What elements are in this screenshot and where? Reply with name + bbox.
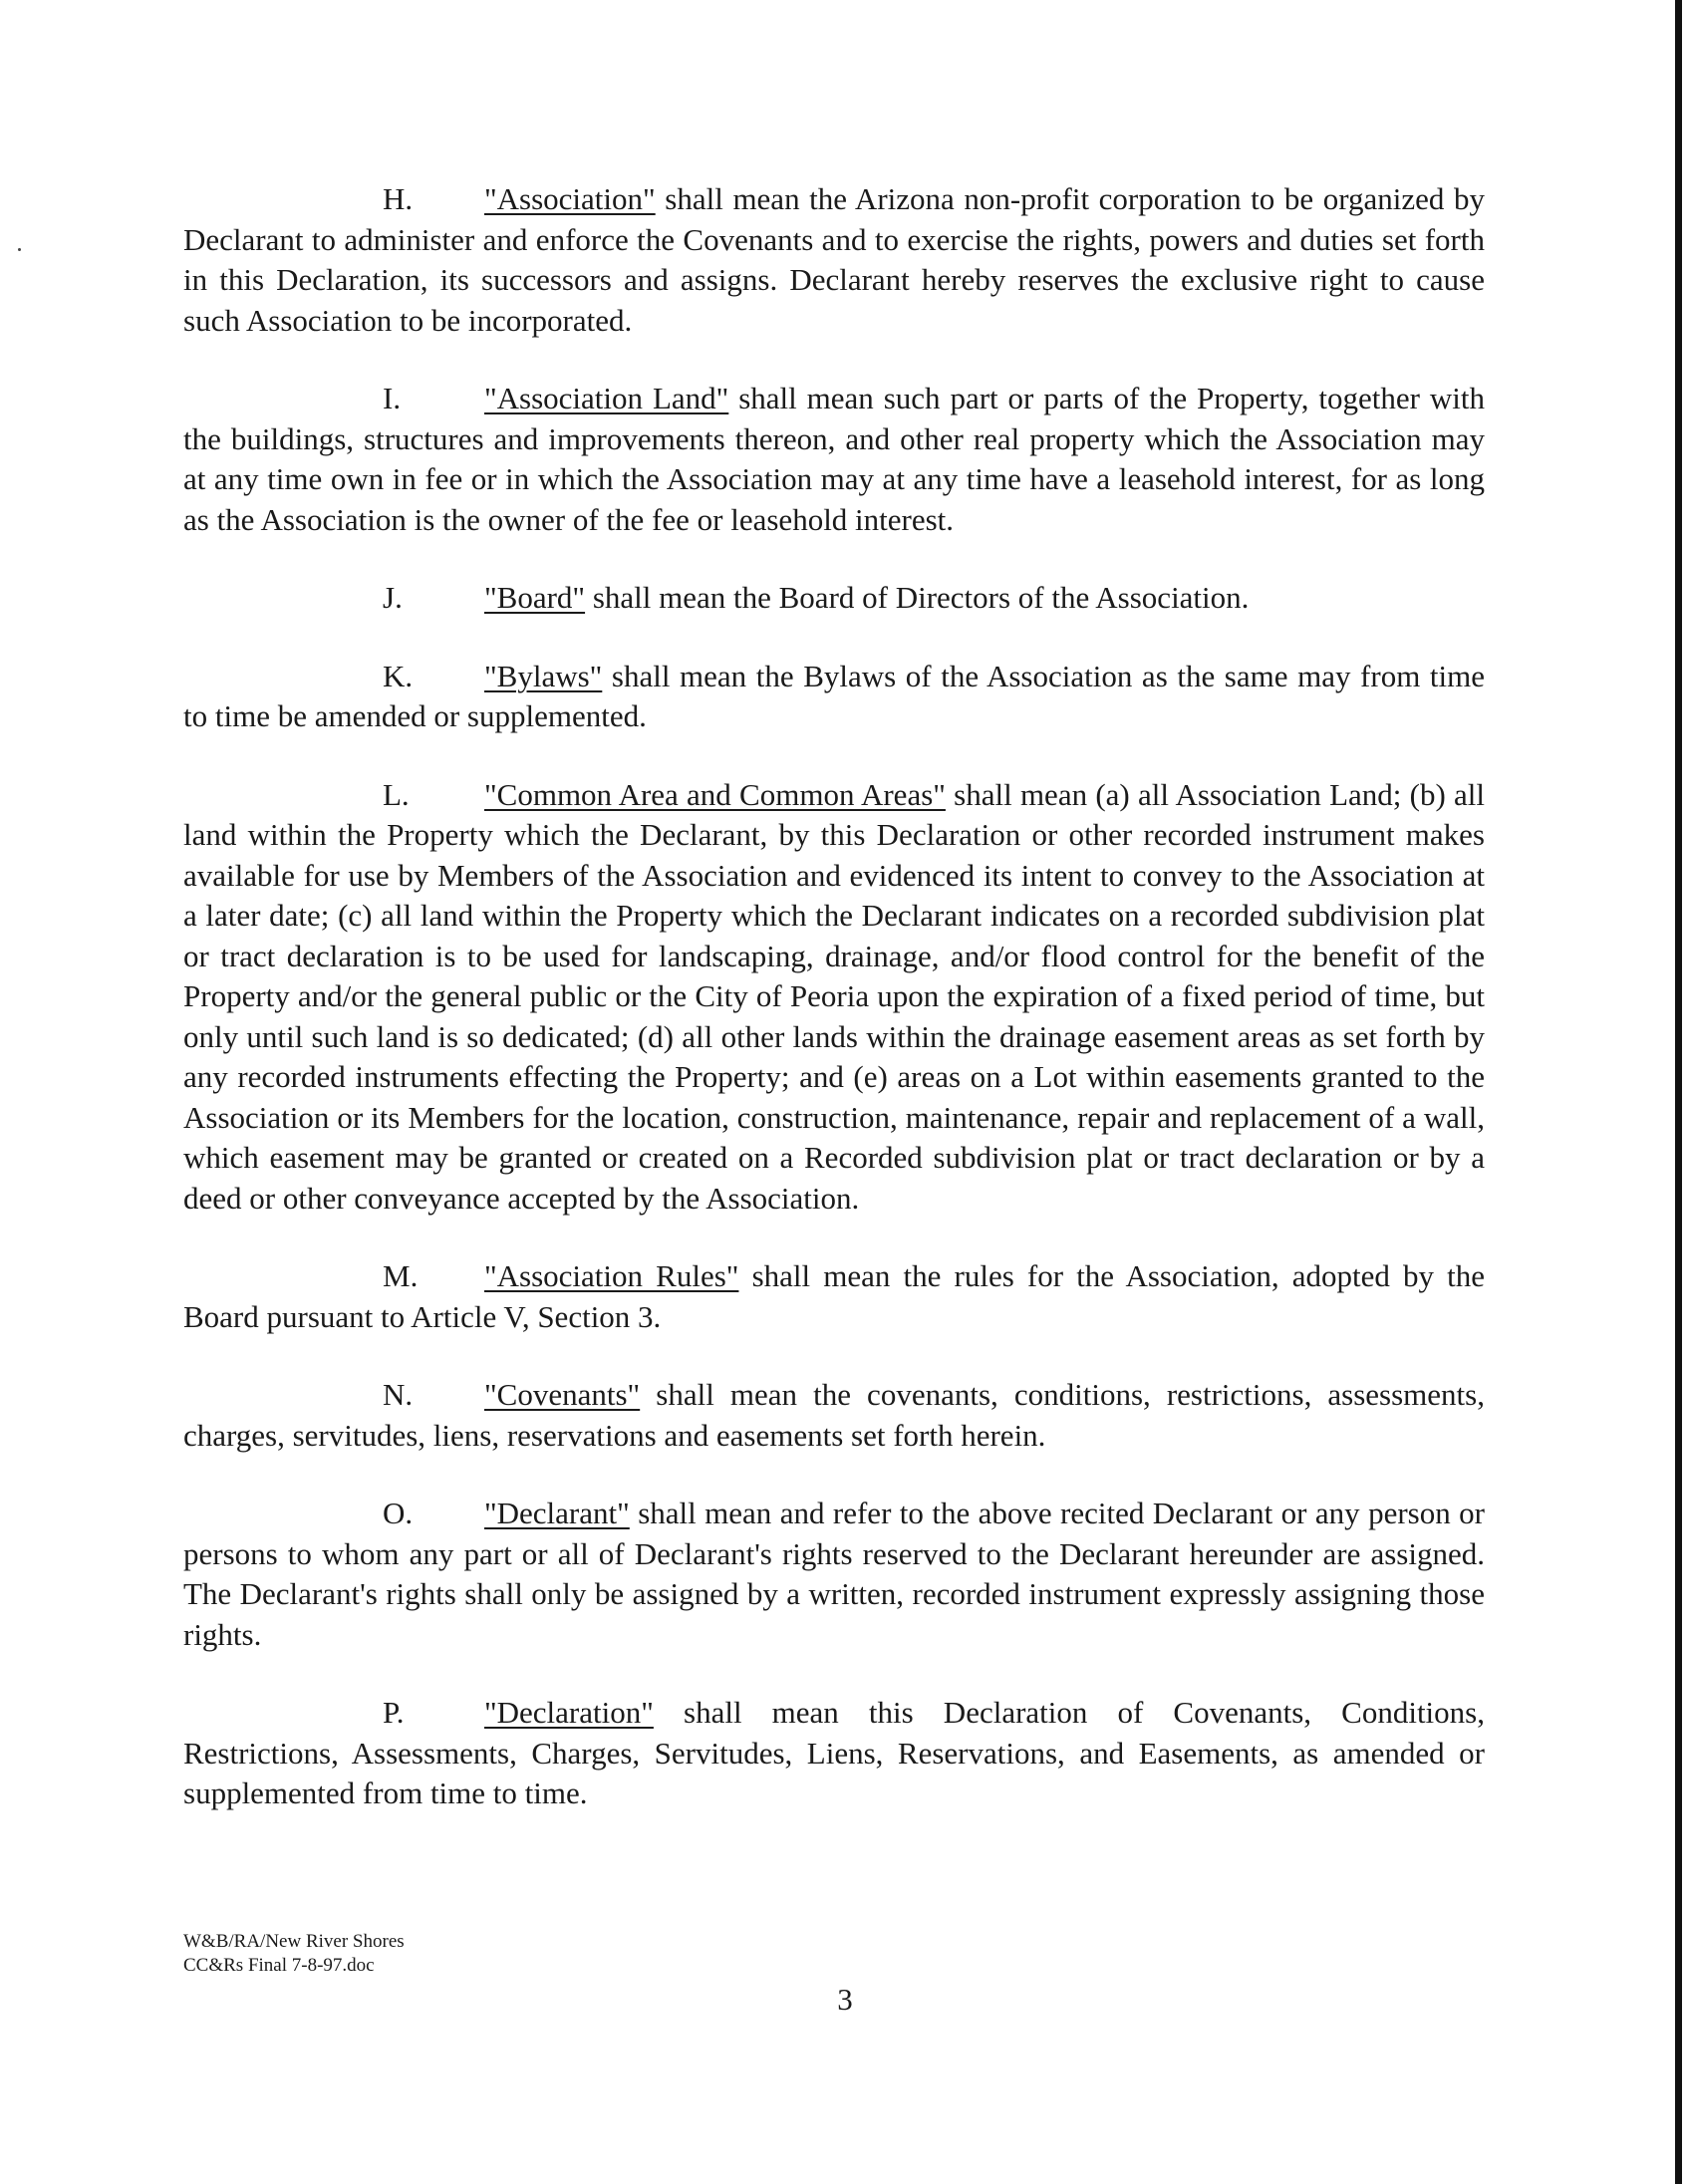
definition-letter: O. (383, 1496, 414, 1530)
definition-text: shall mean the rules for the Association, adopted by the Board pursuant to Article V, Section 3. (183, 1258, 1486, 1334)
defined-term: "Declarant" (484, 1496, 630, 1530)
defined-term: "Association Land" (484, 381, 729, 415)
definition-letter: J. (383, 580, 403, 615)
document-body (183, 179, 1485, 1852)
scan-page-edge (1675, 0, 1682, 2184)
definition-text: shall mean this Declaration of Covenants, Conditions, Restrictions, Assessments, Charges, Servitudes, Liens, Reservations, and Easements, as amended or supplemented from time to time. (183, 1695, 1485, 1810)
footer-file-reference: W&B/RA/New River Shores (183, 1931, 405, 1952)
definition-letter: N. (383, 1377, 414, 1412)
definition-letter: L. (383, 776, 410, 812)
definition-n (183, 1375, 1485, 1456)
definition-text: shall mean the Board of Directors of the Association. (585, 580, 1250, 615)
definition-l (183, 775, 1485, 1220)
definition-o (183, 1494, 1485, 1655)
document-footer (183, 1930, 405, 1978)
definition-letter: P. (383, 1695, 405, 1730)
definition-text: shall mean the Bylaws of the Association as the same may from time to time be amended or supplemented. (183, 658, 1485, 733)
definition-text: shall mean such part or parts of the Property, together with the buildings, structures and improvements thereon, and other real property which the Association may at any time own in fee or in which the Association may at any time have a leasehold interest, for as long as the Association is the owner of the fee or leasehold interest. (183, 381, 1485, 537)
defined-term: "Association Rules" (484, 1258, 739, 1293)
scan-speck (18, 248, 21, 251)
definition-text: shall mean and refer to the above recited Declarant or any person or persons to whom any part or all of Declarant's rights reserved to the Declarant hereunder are assigned. The Declarant's rights shall only be assigned by a written, recorded instrument expressly assigning those rights. (183, 1496, 1485, 1652)
page-number: 3 (837, 1982, 853, 2017)
definition-i (183, 379, 1485, 540)
defined-term: "Board" (484, 580, 586, 615)
definition-text: shall mean the covenants, conditions, restrictions, assessments, charges, servitudes, liens, reservations and easements set forth herein. (183, 1377, 1485, 1453)
definition-letter: K. (383, 658, 414, 693)
definition-m (183, 1256, 1485, 1337)
defined-term: "Common Area and Common Areas" (484, 776, 946, 812)
definition-letter: I. (383, 381, 402, 415)
defined-term: "Declaration" (484, 1695, 654, 1730)
definition-h (183, 179, 1485, 341)
definition-k (183, 657, 1485, 737)
definition-text: shall mean (a) all Association Land; (b) all land within the Property which the Declarant, by this Declaration or other recorded instrument makes available for use by Members of the Association and evidenced its intent to convey to the Association at a later date; (c) all land within the Property which the Declarant indicates on a recorded subdivision plat or tract declaration is to be used for landscaping, drainage, and/or flood control for the benefit of the Property and/or the general public or the City of Peoria upon the expiration of a fixed period of time, but only until such land is so dedicated; (d) all other lands within the drainage easement areas as set forth by any recorded instruments effecting the Property; and (e) areas on a Lot within easements granted to the Association or its Members for the location, construction, maintenance, repair and replacement of a wall, which easement may be granted or created on a Recorded subdivision plat or tract declaration or by a deed or other conveyance accepted by the Association. (183, 776, 1485, 1216)
definition-text: shall mean the Arizona non-profit corporation to be organized by Declarant to administer and enforce the Covenants and to exercise the rights, powers and duties set forth in this Declaration, its successors and assigns. Declarant hereby reserves the exclusive right to cause such Association to be incorporated. (183, 181, 1485, 338)
footer-document-name: CC&Rs Final 7-8-97.doc (183, 1955, 375, 1976)
definition-p (183, 1693, 1485, 1814)
definition-j (183, 578, 1485, 619)
defined-term: "Covenants" (484, 1377, 641, 1412)
definition-letter: H. (383, 181, 414, 216)
definition-letter: M. (383, 1258, 419, 1293)
defined-term: "Association" (484, 181, 656, 216)
defined-term: "Bylaws" (484, 658, 603, 693)
